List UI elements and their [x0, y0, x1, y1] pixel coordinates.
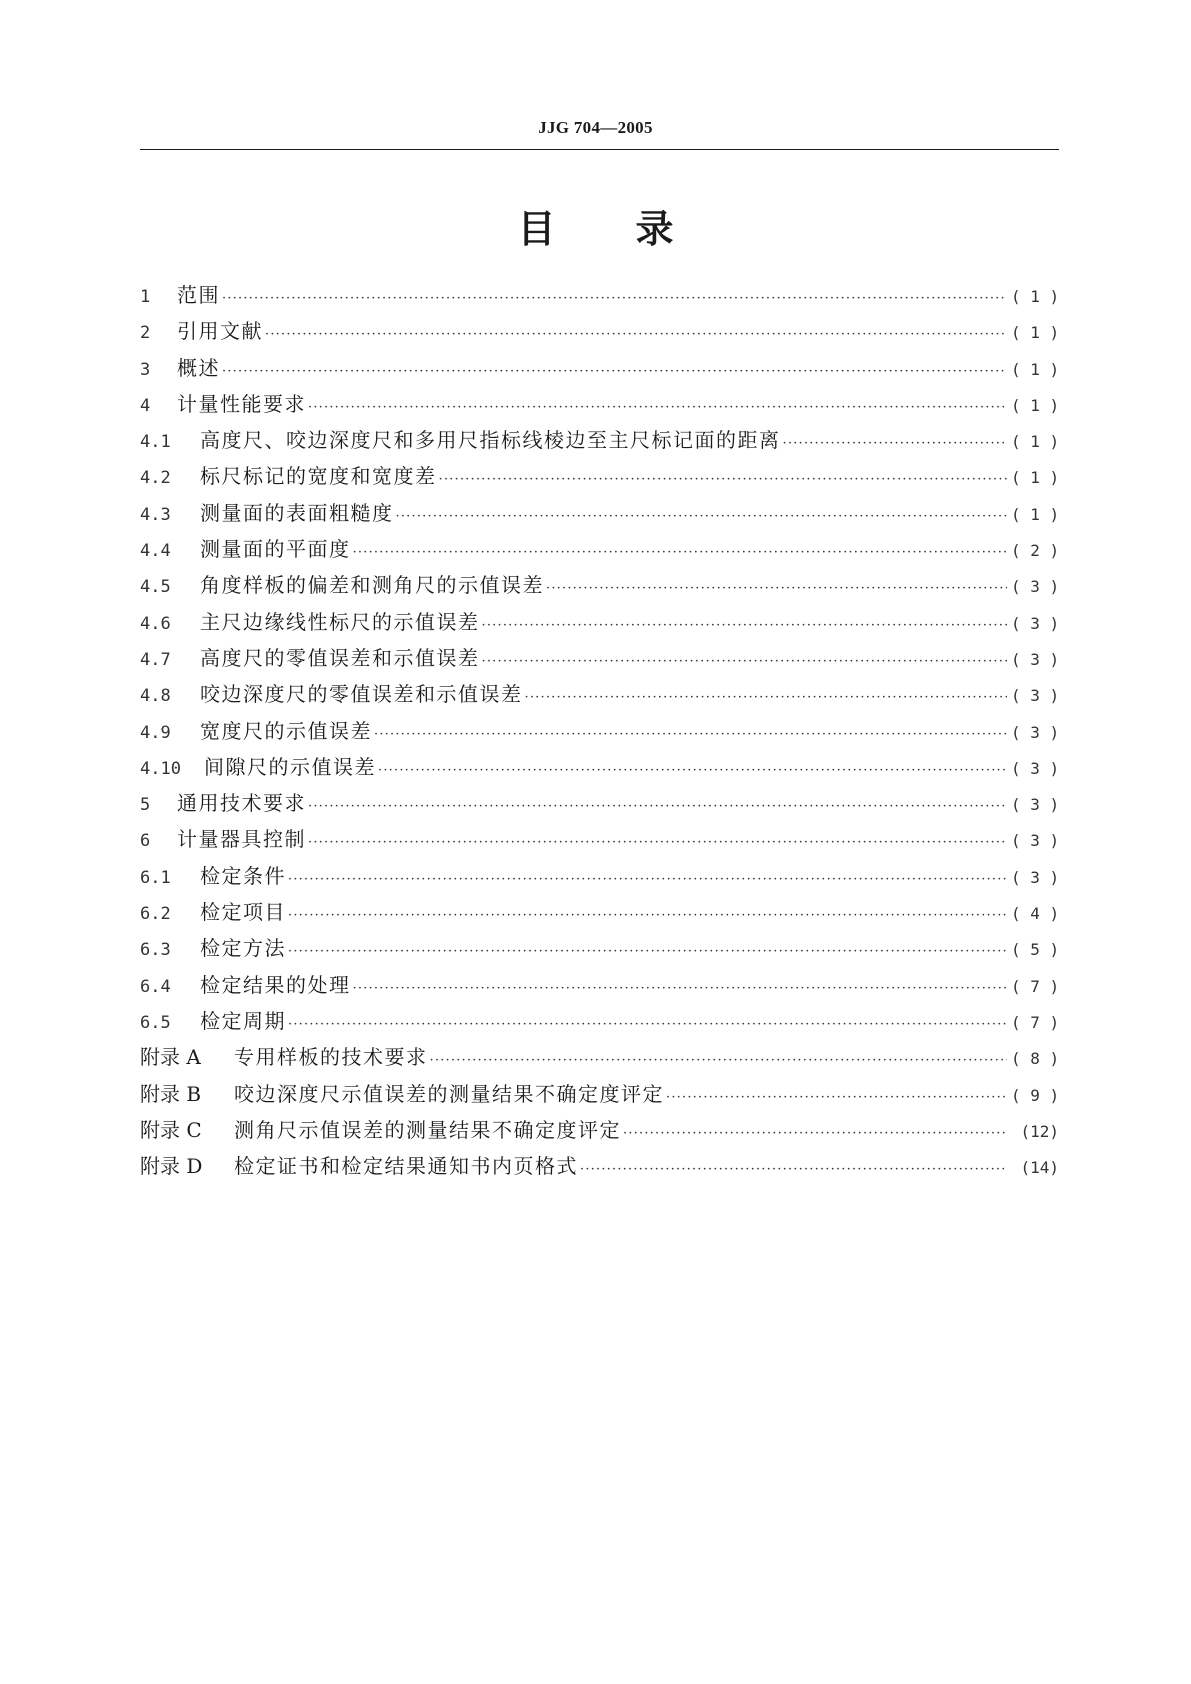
toc-leader-dots	[288, 898, 1007, 934]
toc-leader-dots	[222, 281, 1007, 317]
toc-entry[interactable]	[140, 531, 1059, 567]
toc-entry-number: 4.4	[140, 541, 171, 562]
toc-entry-number: 附录 D	[140, 1154, 203, 1179]
toc-entry-title: 标尺标记的宽度和宽度差	[200, 464, 437, 489]
toc-entry-page: ( 3 )	[1011, 867, 1060, 887]
toc-leader-dots	[482, 644, 1008, 680]
toc-entry[interactable]	[140, 422, 1059, 458]
toc-entry-number: 4.2	[140, 468, 171, 489]
toc-entry-title: 检定周期	[200, 1008, 286, 1033]
toc-entry[interactable]	[140, 604, 1059, 640]
toc-entry[interactable]	[140, 640, 1059, 676]
toc-leader-dots	[378, 753, 1007, 789]
toc-entry-page: ( 1 )	[1011, 323, 1060, 343]
toc-leader-dots	[288, 934, 1007, 970]
toc-leader-dots	[783, 426, 1008, 462]
toc-leader-dots	[222, 354, 1007, 390]
page-title: 目录	[517, 207, 754, 251]
toc-entry[interactable]	[140, 277, 1059, 313]
toc-entry-page: ( 3 )	[1011, 686, 1060, 706]
toc-entry-title: 检定结果的处理	[200, 972, 351, 997]
toc-entry[interactable]	[140, 858, 1059, 894]
toc-entry[interactable]	[140, 821, 1059, 857]
toc-entry[interactable]	[140, 930, 1059, 966]
toc-entry-title: 间隙尺的示值误差	[204, 754, 376, 779]
toc-entry-number: 6.3	[140, 940, 171, 961]
toc-entry-page: ( 1 )	[1011, 432, 1060, 452]
toc-entry-page: ( 9 )	[1011, 1085, 1060, 1105]
toc-entry-number: 4.9	[140, 722, 171, 743]
toc-entry-number: 附录 C	[140, 1117, 202, 1142]
toc-entry[interactable]	[140, 1003, 1059, 1039]
toc-entry[interactable]	[140, 350, 1059, 386]
toc-entry-page: ( 1 )	[1011, 395, 1060, 415]
toc-entry-title: 高度尺的零值误差和示值误差	[200, 645, 480, 670]
toc-leader-dots	[288, 1007, 1007, 1043]
toc-entry-number: 4.8	[140, 686, 171, 707]
toc-leader-dots	[580, 1152, 1007, 1188]
toc-entry-page: ( 3 )	[1011, 722, 1060, 742]
toc-entry-number: 4.3	[140, 504, 171, 525]
table-of-contents	[140, 277, 1059, 1184]
toc-entry[interactable]	[140, 1039, 1059, 1075]
toc-entry-number: 3	[140, 359, 151, 380]
toc-entry-title: 通用技术要求	[177, 791, 306, 816]
toc-entry[interactable]	[140, 785, 1059, 821]
toc-entry-page: ( 8 )	[1011, 1049, 1060, 1069]
toc-entry-title: 检定项目	[200, 900, 286, 925]
toc-leader-dots	[288, 862, 1007, 898]
toc-entry[interactable]	[140, 713, 1059, 749]
toc-entry-title: 检定条件	[200, 863, 286, 888]
toc-entry-page: (12)	[1020, 1121, 1059, 1141]
toc-entry-number: 附录 B	[140, 1081, 202, 1106]
toc-entry-title: 范围	[177, 283, 220, 307]
toc-leader-dots	[482, 608, 1008, 644]
toc-leader-dots	[308, 789, 1007, 825]
toc-entry-title: 宽度尺的示值误差	[200, 718, 372, 743]
toc-entry-title: 角度样板的偏差和测角尺的示值误差	[200, 573, 544, 598]
toc-entry-number: 5	[140, 795, 151, 816]
toc-entry[interactable]	[140, 749, 1059, 785]
toc-entry[interactable]	[140, 1148, 1059, 1184]
toc-entry-title: 测角尺示值误差的测量结果不确定度评定	[234, 1117, 621, 1142]
toc-entry-title: 测量面的平面度	[200, 537, 351, 562]
toc-entry-number: 6.4	[140, 976, 171, 997]
toc-entry[interactable]	[140, 386, 1059, 422]
toc-entry-title: 概述	[177, 355, 220, 380]
toc-entry-number: 4.1	[140, 432, 171, 453]
toc-leader-dots	[353, 535, 1008, 571]
toc-entry-page: ( 3 )	[1011, 795, 1060, 815]
toc-entry-number: 4.5	[140, 577, 171, 598]
toc-entry-title: 测量面的表面粗糙度	[200, 500, 394, 525]
toc-entry[interactable]	[140, 1076, 1059, 1112]
toc-entry-number: 6	[140, 831, 151, 852]
toc-entry-number: 6.1	[140, 867, 171, 888]
toc-entry-title: 引用文献	[177, 319, 263, 344]
toc-entry-page: ( 3 )	[1011, 649, 1060, 669]
toc-entry[interactable]	[140, 1112, 1059, 1148]
toc-entry-number: 附录 A	[140, 1045, 201, 1070]
toc-leader-dots	[623, 1116, 1007, 1152]
toc-entry-number: 6.2	[140, 904, 171, 925]
document-header-code: JJG 704—2005	[538, 118, 653, 137]
toc-entry[interactable]	[140, 458, 1059, 494]
toc-entry-page: ( 5 )	[1011, 940, 1060, 960]
toc-leader-dots	[439, 462, 1008, 498]
toc-entry-title: 咬边深度尺示值误差的测量结果不确定度评定	[234, 1081, 664, 1106]
toc-entry-page: ( 1 )	[1011, 504, 1060, 524]
toc-entry[interactable]	[140, 313, 1059, 349]
toc-leader-dots	[374, 717, 1007, 753]
toc-entry-page: ( 7 )	[1011, 976, 1060, 996]
toc-entry-title: 计量性能要求	[177, 391, 306, 416]
toc-leader-dots	[666, 1080, 1007, 1116]
toc-entry-title: 专用样板的技术要求	[234, 1045, 428, 1070]
toc-entry-page: ( 1 )	[1011, 468, 1060, 488]
toc-leader-dots	[396, 499, 1008, 535]
toc-entry-number: 4.6	[140, 613, 171, 634]
toc-leader-dots	[308, 825, 1007, 861]
header-divider	[140, 149, 1059, 150]
toc-entry-page: ( 4 )	[1011, 904, 1060, 924]
toc-leader-dots	[265, 317, 1007, 353]
toc-entry-title: 计量器具控制	[177, 827, 306, 852]
toc-leader-dots	[525, 680, 1008, 716]
toc-entry[interactable]	[140, 967, 1059, 1003]
toc-entry[interactable]	[140, 567, 1059, 603]
toc-leader-dots	[353, 971, 1008, 1007]
toc-entry-number: 1	[140, 287, 151, 307]
toc-entry-page: ( 3 )	[1011, 613, 1060, 633]
toc-entry-number: 6.5	[140, 1012, 171, 1033]
toc-entry-page: (14)	[1020, 1158, 1059, 1178]
toc-leader-dots	[546, 571, 1007, 607]
toc-entry-title: 主尺边缘线性标尺的示值误差	[200, 609, 480, 634]
toc-leader-dots	[308, 390, 1007, 426]
toc-leader-dots	[430, 1043, 1008, 1079]
toc-entry[interactable]	[140, 894, 1059, 930]
toc-entry-page: ( 1 )	[1011, 287, 1060, 306]
toc-entry-number: 4.7	[140, 649, 171, 670]
toc-entry-title: 检定证书和检定结果通知书内页格式	[234, 1154, 578, 1179]
toc-entry-title: 咬边深度尺的零值误差和示值误差	[200, 682, 523, 707]
toc-entry-number: 4.10	[140, 758, 181, 779]
toc-entry-page: ( 3 )	[1011, 577, 1060, 597]
toc-entry-page: ( 3 )	[1011, 758, 1060, 778]
toc-entry-page: ( 7 )	[1011, 1012, 1060, 1032]
toc-entry-title: 高度尺、咬边深度尺和多用尺指标线棱边至主尺标记面的距离	[200, 428, 781, 453]
toc-entry-page: ( 1 )	[1011, 359, 1060, 379]
toc-entry-page: ( 3 )	[1011, 831, 1060, 851]
toc-entry-number: 2	[140, 323, 151, 344]
toc-entry[interactable]	[140, 676, 1059, 712]
toc-entry-title: 检定方法	[200, 936, 286, 961]
toc-entry-number: 4	[140, 395, 151, 416]
toc-entry[interactable]	[140, 495, 1059, 531]
toc-entry-page: ( 2 )	[1011, 541, 1060, 561]
